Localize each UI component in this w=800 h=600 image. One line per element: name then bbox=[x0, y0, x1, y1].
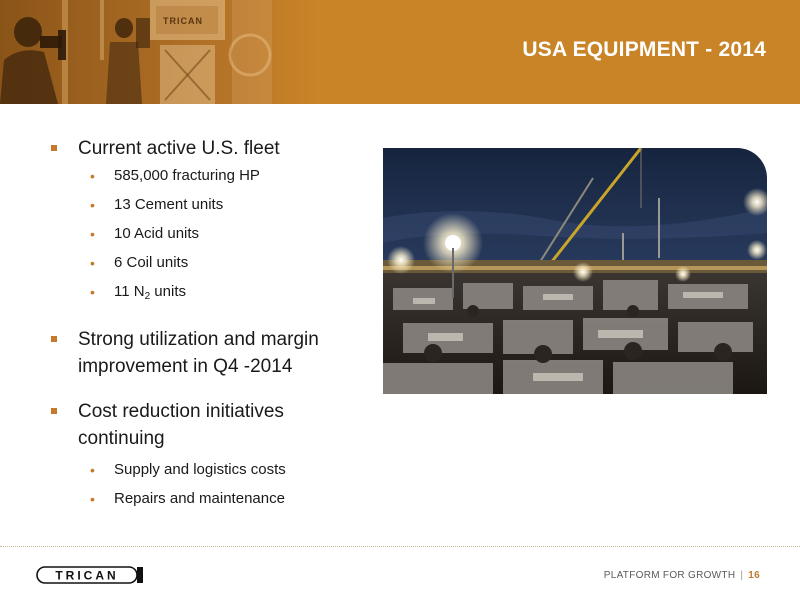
sub-bullet-supply bbox=[90, 460, 286, 480]
page-title: USA EQUIPMENT - 2014 bbox=[522, 38, 766, 61]
header-photo-sign: TRICAN bbox=[163, 16, 203, 26]
sub-bullet-text: 10 Acid units bbox=[114, 225, 200, 242]
dot-bullet-icon: • bbox=[90, 226, 95, 242]
sub-bullet-repairs bbox=[90, 489, 285, 509]
logo-wordmark: TRICAN bbox=[55, 568, 119, 583]
dot-bullet-icon: • bbox=[90, 284, 95, 300]
sub-bullet-coil bbox=[90, 253, 189, 273]
square-bullet-icon bbox=[51, 145, 57, 151]
bullet-text: Current active U.S. fleet bbox=[78, 138, 280, 159]
sub-bullet-text: 6 Coil units bbox=[114, 254, 189, 271]
bullet-text-line2: continuing bbox=[78, 428, 165, 449]
bullet-text-line1: Cost reduction initiatives bbox=[78, 401, 284, 422]
sub-bullet-text: 585,000 fracturing HP bbox=[114, 167, 260, 184]
bullet-cost-reduction bbox=[78, 398, 368, 452]
page-number: 16 bbox=[748, 570, 760, 581]
sub-bullet-text: 13 Cement units bbox=[114, 196, 224, 213]
footer-divider bbox=[0, 546, 800, 547]
sub-bullet-cement bbox=[90, 195, 224, 215]
bullet-text-line1: Strong utilization and margin bbox=[78, 329, 319, 350]
footer-tagline: PLATFORM FOR GROWTH bbox=[603, 570, 736, 581]
footer-tagline-group bbox=[604, 570, 760, 581]
sub-bullet-text: Repairs and maintenance bbox=[114, 490, 285, 507]
sub-bullet-acid bbox=[90, 224, 200, 244]
trican-logo bbox=[36, 566, 144, 584]
dot-bullet-icon: • bbox=[90, 255, 95, 271]
square-bullet-icon bbox=[51, 336, 57, 342]
dot-bullet-icon: • bbox=[90, 168, 95, 184]
bullet-utilization bbox=[78, 326, 368, 380]
sub-bullet-frac-hp bbox=[90, 166, 260, 186]
bullet-current-fleet bbox=[78, 135, 368, 162]
n2-subscript: 2 bbox=[144, 291, 151, 302]
fleet-equipment-photo bbox=[383, 148, 767, 394]
sub-bullet-n2 bbox=[90, 282, 186, 302]
dot-bullet-icon: • bbox=[90, 197, 95, 213]
n2-prefix: 11 N bbox=[114, 283, 145, 300]
bullet-text-line2: improvement in Q4 -2014 bbox=[78, 356, 293, 377]
sub-bullet-text: Supply and logistics costs bbox=[114, 461, 286, 478]
dot-bullet-icon: • bbox=[90, 462, 95, 478]
dot-bullet-icon: • bbox=[90, 491, 95, 507]
square-bullet-icon bbox=[51, 408, 57, 414]
footer-separator: | bbox=[740, 570, 744, 581]
n2-suffix: units bbox=[150, 283, 186, 300]
